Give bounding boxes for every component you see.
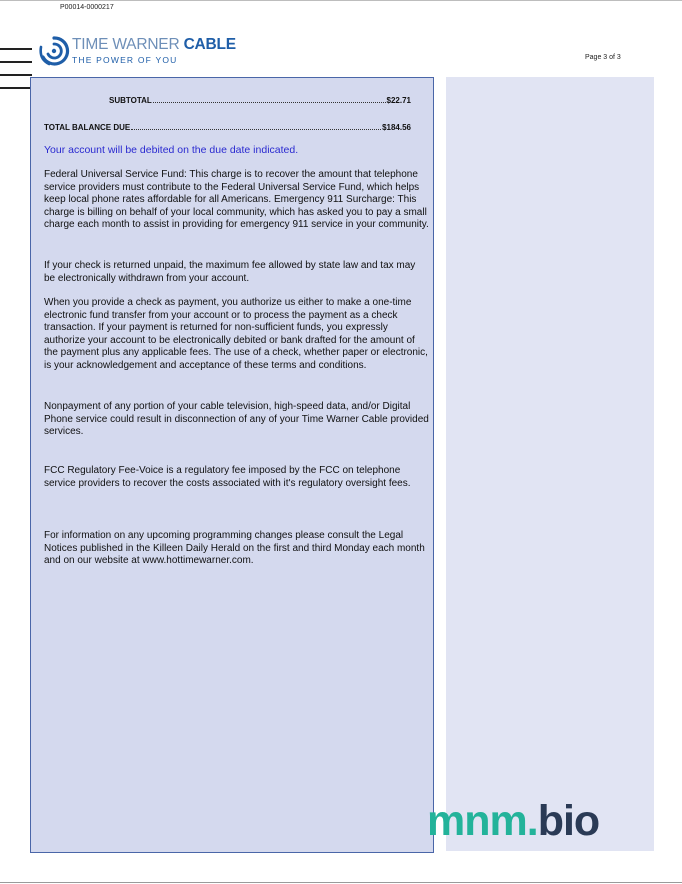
nonpayment-paragraph: Nonpayment of any portion of your cable television, high-speed data, and/or Digital Phone service could result in disconnection of any of your Time Warner Cable provided services.: [44, 401, 429, 438]
registration-mark: [0, 74, 32, 76]
registration-mark: [0, 48, 32, 50]
fcc-fee-paragraph: FCC Regulatory Fee-Voice is a regulatory fee imposed by the FCC on telephone service providers to recover the costs associated with it's regulatory oversight fees.: [44, 465, 411, 489]
usf-paragraph: Federal Universal Service Fund: This charge is to recover the amount that telephone service providers must contribute to the Federal Universal Service Fund, which helps keep local phone rates affordable for all Americans. Emergency 911 Surcharge: This charge is billing on behalf of your local community, which has asked you to pay a small charge each month to assist in providing for emergency 911 service in your community.: [44, 169, 429, 231]
total-balance-row: [44, 123, 411, 132]
swirl-logo-icon: [38, 35, 70, 67]
logo-tagline: THE POWER OF YOU: [72, 55, 178, 65]
top-border: [0, 0, 682, 1]
document-id: P00014-0000217: [60, 4, 114, 11]
subtotal-value: $22.71: [386, 96, 411, 105]
subtotal-row: [109, 96, 411, 105]
side-panel: [446, 77, 654, 851]
logo-brand-bold: CABLE: [183, 36, 236, 53]
leader-dots: [131, 128, 381, 130]
leader-dots: [153, 101, 386, 103]
watermark-part-b: bio: [537, 797, 600, 845]
bill-details-panel: [30, 77, 434, 853]
programming-paragraph: For information on any upcoming programming changes please consult the Legal Notices published in the Killeen Daily Herald on the first and third Monday each month and on our website at www.hottimewarner.com.: [44, 530, 425, 567]
check-payment-paragraph: When you provide a check as payment, you authorize us either to make a one-time electronic fund transfer from your account or to process the payment as a check transaction. If your payment is returned for non-sufficient funds, you expressly authorize your account to be electronically debited or bank drafted for the amount of the payment plus any applicable fees. The use of a check, whether paper or electronic, is your acknowledgement and acceptance of these terms and conditions.: [44, 297, 428, 371]
returned-check-paragraph: If your check is returned unpaid, the maximum fee allowed by state law and tax may be electronically withdrawn from your account.: [44, 260, 416, 284]
debit-notice: Your account will be debited on the due date indicated.: [44, 144, 299, 156]
watermark-part-a: mnm.: [427, 797, 538, 845]
registration-mark: [0, 87, 32, 89]
watermark: [427, 796, 599, 846]
page-number: Page 3 of 3: [585, 54, 621, 61]
subtotal-label: SUBTOTAL: [109, 96, 152, 105]
total-balance-value: $184.56: [382, 123, 411, 132]
logo-wordmark: [72, 36, 236, 54]
logo-brand-light: TIME WARNER: [72, 36, 184, 53]
registration-marks: [0, 48, 34, 100]
company-logo: [38, 35, 258, 69]
bottom-border: [0, 882, 682, 883]
registration-mark: [0, 61, 32, 63]
total-balance-label: TOTAL BALANCE DUE: [44, 123, 131, 132]
